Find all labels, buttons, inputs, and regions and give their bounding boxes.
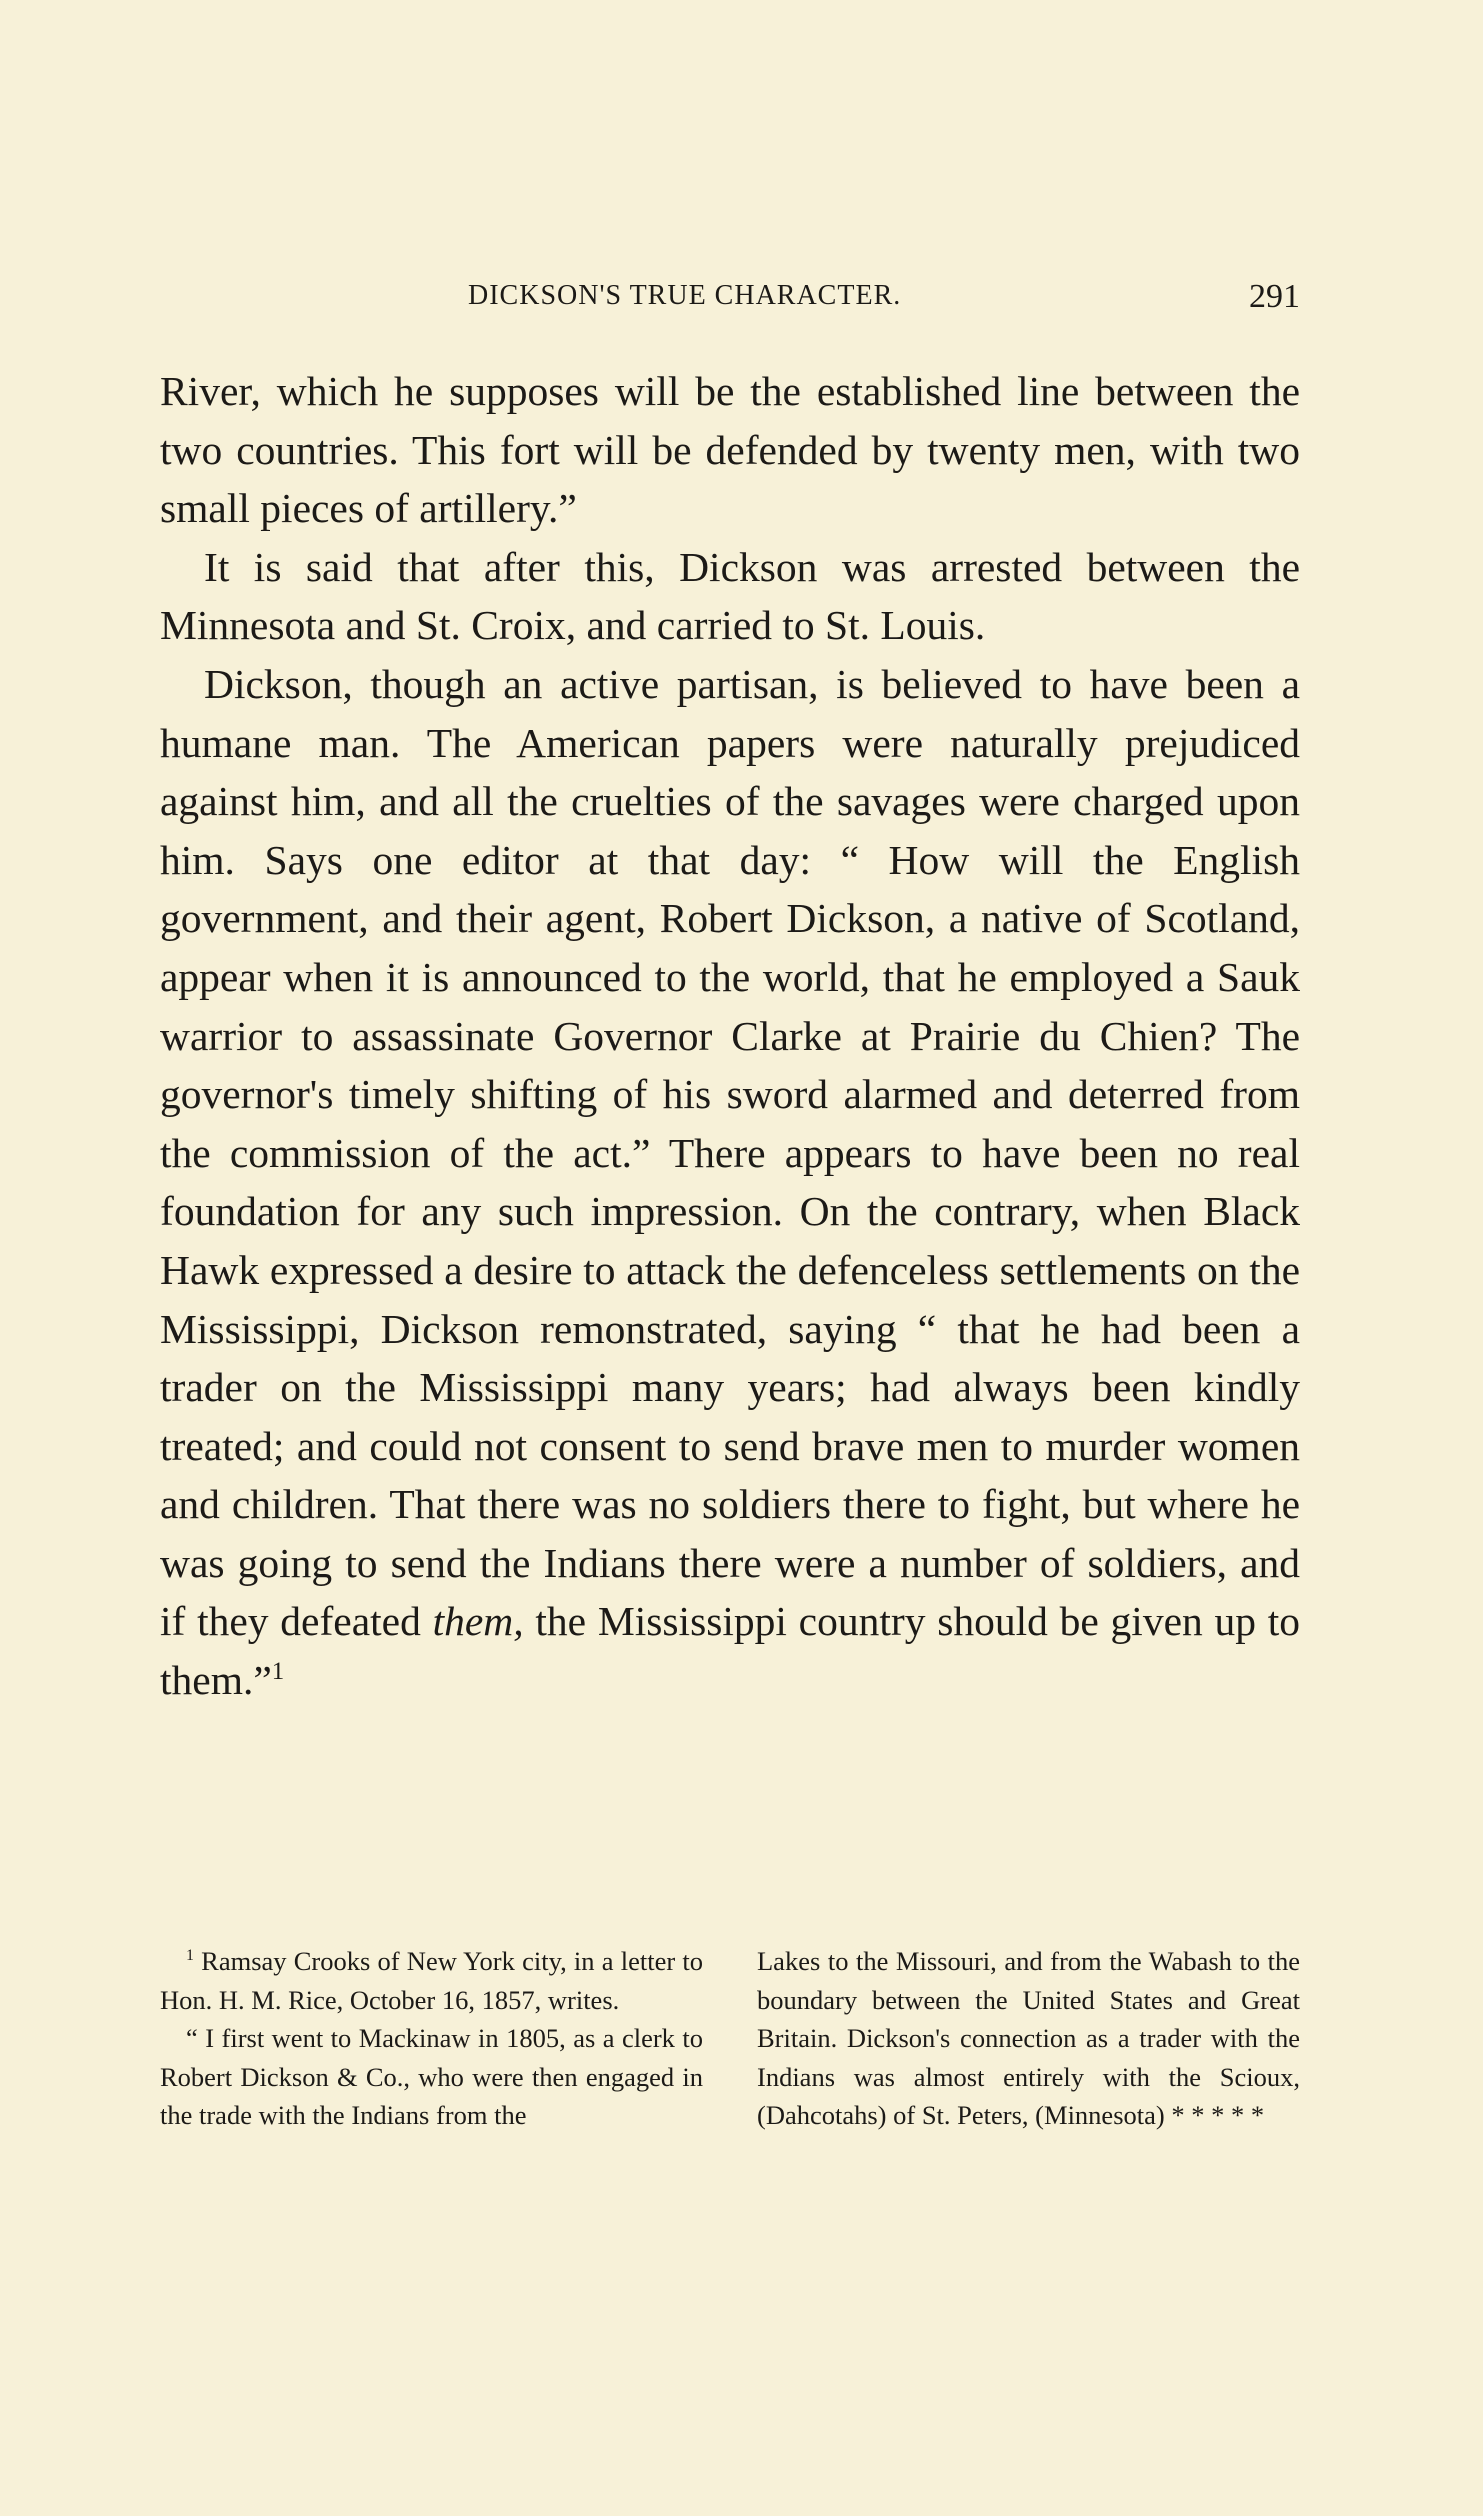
footnote-1 bbox=[160, 1942, 703, 2019]
running-title: DICKSON'S TRUE CHARACTER. bbox=[468, 280, 902, 311]
paragraph-1: River, which he supposes will be the established line between the two countries. This fort will be defended by twenty men, with two small pieces of artillery.” bbox=[160, 368, 1300, 532]
footnote-quote: “ I first went to Mackinaw in 1805, as a clerk to Robert Dickson & Co., who were then engaged in the trade with the Indians from the bbox=[160, 2023, 703, 2131]
page-number: 291 bbox=[1249, 278, 1300, 315]
footnote-column-right bbox=[757, 1942, 1300, 2135]
footnote-continuation: Lakes to the Missouri, and from the Wabash to the boundary between the United States and Great Britain. Dickson's connection as a trader with the Indians was almost entirely with the Scioux, (Dahcotahs) of St. Peters, (Minnesota) * * * * * bbox=[757, 1946, 1300, 2131]
footnotes bbox=[160, 1942, 1300, 2135]
paragraph-2: It is said that after this, Dickson was arrested between the Minnesota and St. Croix, and carried to St. Louis. bbox=[160, 543, 1300, 649]
footnote-reference[interactable]: 1 bbox=[271, 1658, 285, 1686]
emphasis-them: them, bbox=[432, 1598, 524, 1645]
paragraph-3-text-end: the Mississippi country should be given up to them.” bbox=[160, 1598, 1301, 1704]
main-text bbox=[160, 362, 1300, 1710]
paragraph-3-text: Dickson, though an active partisan, is believed to have been a humane man. The American papers were naturally prejudiced against him, and all the cruelties of the savages were charged upon him. Says one editor at that day: “ How will the English government, and their agent, Robert Dickson, a native of Scotland, appear when it is announced to the world, that he employed a Sauk warrior to assassinate Governor Clarke at Prairie du Chien? The governor's timely shifting of his sword alarmed and deterred from the commission of the act.” There appears to have been no real foundation for any such impression. On the contrary, when Black Hawk expressed a desire to attack the defenceless settlements on the Mississippi, Dickson remonstrated, saying “ that he had been a trader on the Mississippi many years; had always been kindly treated; and could not consent to send brave men to murder women and children. That there was no soldiers there to fight, but where he was going to send the Indians there were a number of soldiers, and if they defeated bbox=[160, 660, 1300, 1645]
footnote-1-text: Ramsay Crooks of New York city, in a letter to Hon. H. M. Rice, October 16, 1857, writes. bbox=[160, 1946, 703, 2015]
paragraph-3 bbox=[160, 655, 1300, 1710]
running-head bbox=[160, 278, 1300, 318]
footnote-marker: 1 bbox=[186, 1947, 194, 1965]
footnote-column-left bbox=[160, 1942, 703, 2135]
